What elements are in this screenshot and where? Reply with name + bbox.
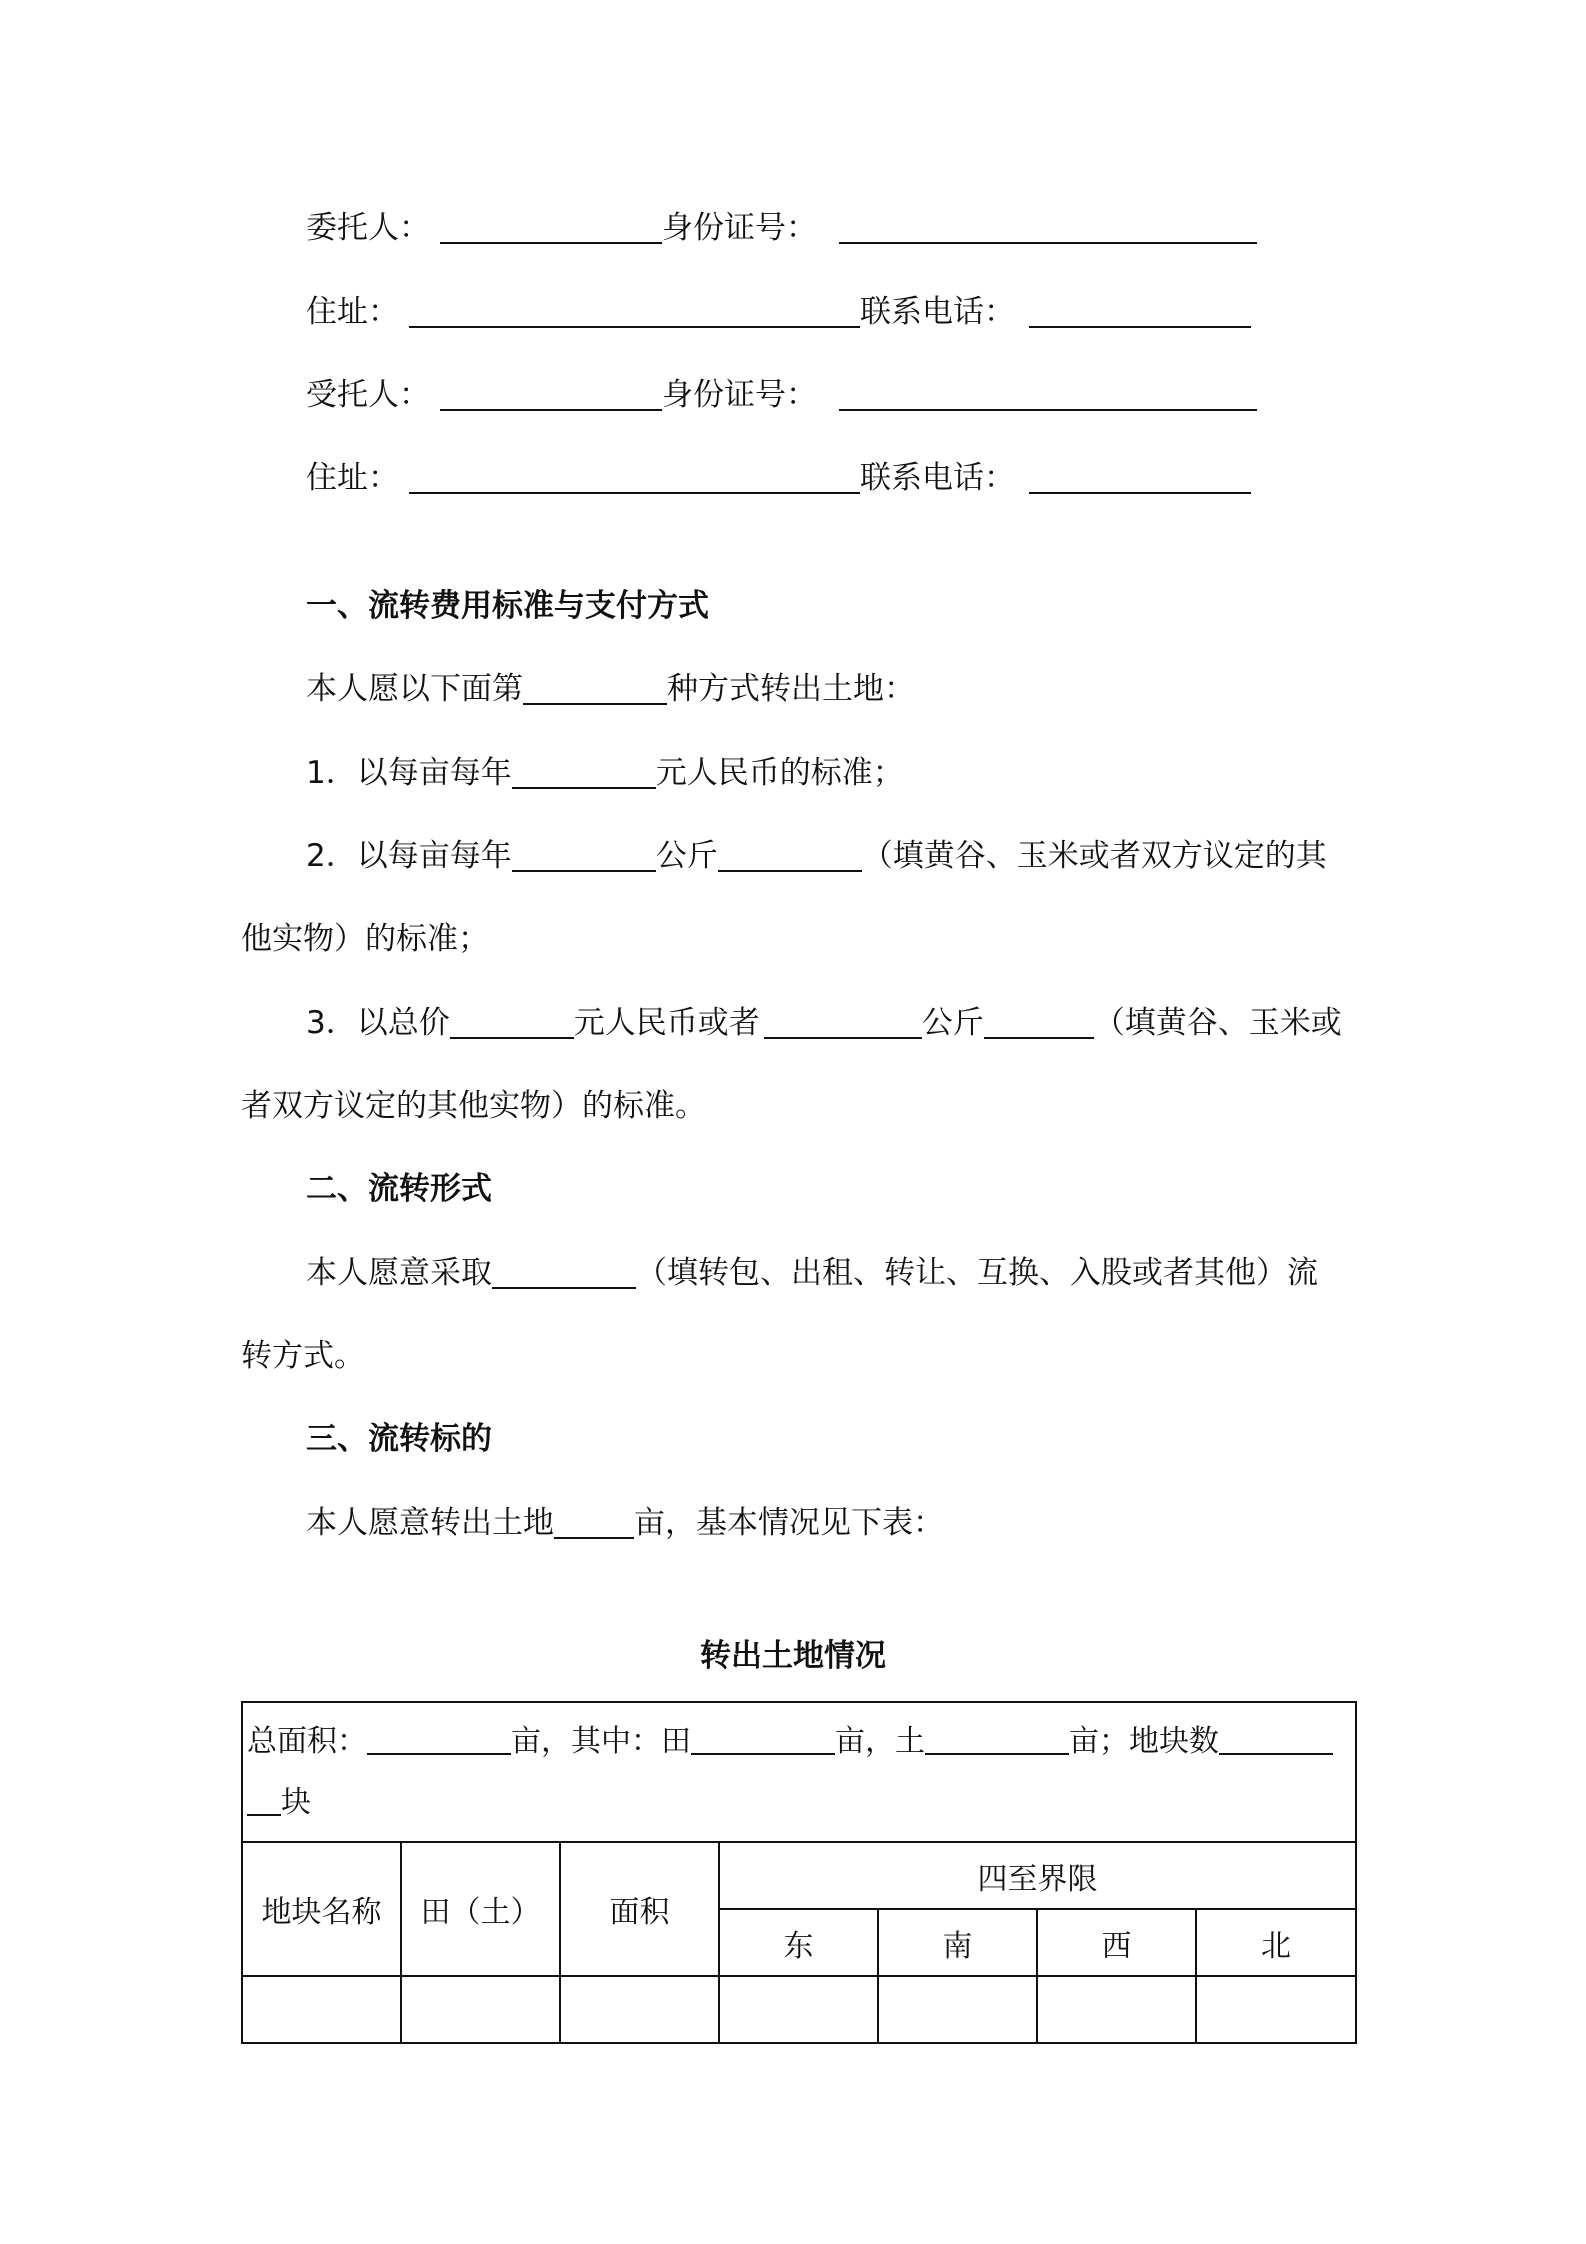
- option1-text-a: 1．以每亩每年: [306, 755, 512, 791]
- option1-line: [306, 753, 904, 793]
- agent-phone-label: 联系电话：: [860, 460, 1015, 496]
- cell-south[interactable]: [878, 1976, 1037, 2043]
- option3-total-field[interactable]: [450, 1007, 574, 1039]
- principal-row: [306, 208, 1257, 248]
- plot-count-label: 亩；地块数: [1069, 1724, 1219, 1759]
- principal-phone-label: 联系电话：: [860, 294, 1015, 330]
- agent-row: [306, 375, 1257, 415]
- agent-address-field[interactable]: [409, 462, 860, 494]
- option2-text-b: 公斤: [655, 838, 718, 874]
- section2-text-b: （填转包、出租、转让、互换、入股或者其他）流: [636, 1255, 1318, 1291]
- header-south: 南: [878, 1909, 1037, 1976]
- transfer-form-field[interactable]: [492, 1257, 636, 1289]
- section3-text-a: 本人愿意转出土地: [306, 1505, 554, 1541]
- option2-line: [306, 836, 1327, 876]
- option3-crop-field[interactable]: [984, 1007, 1094, 1039]
- option1-amount-field[interactable]: [512, 757, 656, 789]
- option3-text-a: 3．以总价: [306, 1005, 450, 1041]
- option3-text-b: 元人民币或者: [573, 1005, 760, 1041]
- agent-id-label: 身份证号：: [662, 377, 817, 413]
- section2-heading: 二、流转形式: [306, 1171, 492, 1207]
- section2-line-cont: 转方式。: [241, 1338, 365, 1374]
- header-plot-name: 地块名称: [242, 1842, 401, 1976]
- table-row: [242, 1976, 1356, 2043]
- principal-phone-field[interactable]: [1029, 296, 1251, 328]
- blocks-unit: 块: [281, 1785, 311, 1820]
- agent-phone-field[interactable]: [1029, 462, 1251, 494]
- table-summary-cell: [242, 1702, 1356, 1842]
- option2-text-a: 2．以每亩每年: [306, 838, 512, 874]
- header-area: 面积: [560, 1842, 719, 1976]
- dryland-label: 亩，土: [835, 1724, 925, 1759]
- option3-kg-field[interactable]: [764, 1007, 922, 1039]
- cell-north[interactable]: [1196, 1976, 1356, 2043]
- option3-text-c: 公斤: [921, 1005, 984, 1041]
- cell-field-type[interactable]: [401, 1976, 560, 2043]
- header-north: 北: [1196, 1909, 1356, 1976]
- option2-kg-field[interactable]: [512, 840, 656, 872]
- section2-line: [306, 1253, 1318, 1293]
- land-table: [241, 1701, 1357, 2044]
- option3-line-cont: 者双方议定的其他实物）的标准。: [241, 1088, 706, 1124]
- option1-text-b: 元人民币的标准；: [655, 755, 904, 791]
- option2-text-c: （填黄谷、玉米或者双方议定的其: [861, 838, 1327, 874]
- method-number-field[interactable]: [523, 673, 667, 705]
- agent-label: 受托人：: [306, 377, 430, 413]
- land-mu-field[interactable]: [554, 1507, 634, 1539]
- header-field-type: 田（土）: [401, 1842, 560, 1976]
- agent-id-field[interactable]: [839, 379, 1257, 411]
- principal-id-label: 身份证号：: [662, 210, 817, 246]
- option3-text-d: （填黄谷、玉米或: [1093, 1005, 1342, 1041]
- header-west: 西: [1037, 1909, 1196, 1976]
- table-title: 转出土地情况: [700, 1638, 886, 1674]
- principal-id-field[interactable]: [839, 212, 1257, 244]
- agent-address-label: 住址：: [306, 460, 399, 496]
- cell-west[interactable]: [1037, 1976, 1196, 2043]
- principal-label: 委托人：: [306, 210, 430, 246]
- cell-area[interactable]: [560, 1976, 719, 2043]
- section3-line: [306, 1503, 944, 1543]
- principal-address-field[interactable]: [409, 296, 860, 328]
- principal-address-label: 住址：: [306, 294, 399, 330]
- section1-intro: [306, 669, 915, 709]
- intro-text-b: 种方式转出土地：: [667, 671, 915, 707]
- dryland-area-field[interactable]: [925, 1725, 1069, 1755]
- agent-address-row: [306, 458, 1251, 498]
- paddy-area-field[interactable]: [691, 1725, 835, 1755]
- cell-east[interactable]: [719, 1976, 878, 2043]
- total-area-field[interactable]: [367, 1725, 511, 1755]
- plot-count-field[interactable]: [1219, 1725, 1333, 1755]
- section3-text-b: 亩，基本情况见下表：: [634, 1505, 944, 1541]
- option2-crop-field[interactable]: [718, 840, 862, 872]
- section1-heading: 一、流转费用标准与支付方式: [306, 588, 709, 624]
- header-boundaries: 四至界限: [719, 1842, 1356, 1909]
- section2-text-a: 本人愿意采取: [306, 1255, 492, 1291]
- option2-line-cont: 他实物）的标准；: [241, 921, 489, 957]
- option3-line: [306, 1003, 1342, 1043]
- principal-address-row: [306, 292, 1251, 332]
- intro-text-a: 本人愿以下面第: [306, 671, 523, 707]
- agent-name-field[interactable]: [440, 379, 662, 411]
- section3-heading: 三、流转标的: [306, 1421, 492, 1457]
- total-area-label: 总面积：: [247, 1724, 367, 1759]
- plot-count-field-cont[interactable]: [247, 1786, 281, 1816]
- paddy-label: 亩，其中：田: [511, 1724, 691, 1759]
- header-east: 东: [719, 1909, 878, 1976]
- cell-plot-name[interactable]: [242, 1976, 401, 2043]
- principal-name-field[interactable]: [440, 212, 662, 244]
